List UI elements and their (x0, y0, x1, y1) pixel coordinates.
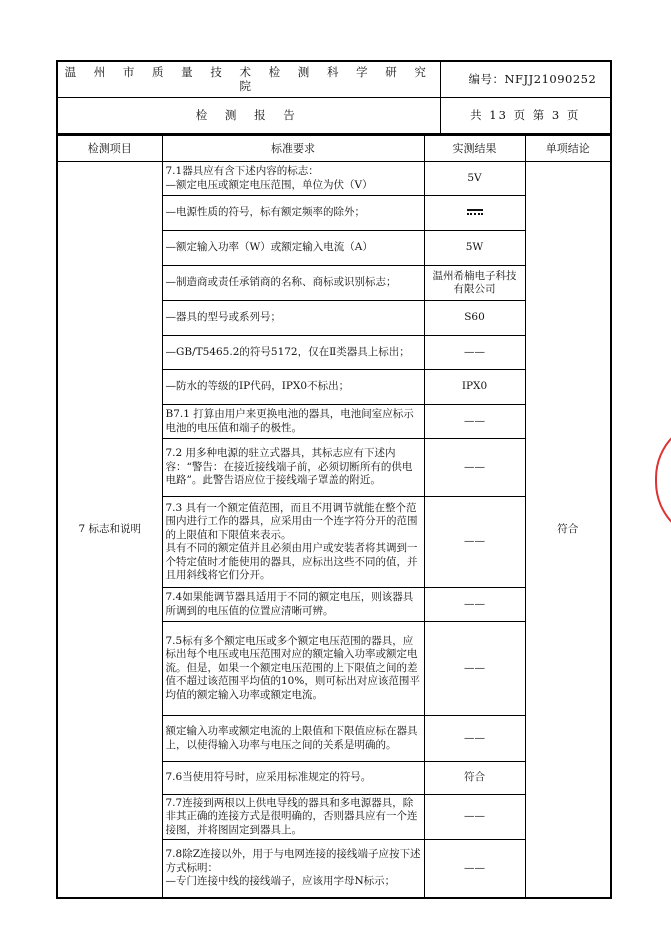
inspection-table (56, 135, 612, 899)
serial-number: 编号：NFJJ21090252 (440, 61, 611, 98)
requirement-cell: 7.1器具应有含下述内容的标志： —额定电压或额定电压范围，单位为伏（V） (162, 162, 424, 196)
result-cell: —— (424, 405, 525, 439)
requirement-cell: 7.4如果能调节器具适用于不同的额定电压，则该器具所调到的电压值的位置应清晰可辨。 (162, 588, 424, 622)
result-cell: —— (424, 336, 525, 370)
requirement-cell: —制造商或责任承销商的名称、商标或识别标志； (162, 266, 424, 301)
requirement-cell: 额定输入功率或额定电流的上限值和下限值应标在器具上，以使得输入功率与电压之间的关系是明确的。 (162, 716, 424, 762)
result-cell: 温州希楠电子科技有限公司 (424, 266, 525, 301)
col-result: 实测结果 (424, 136, 525, 162)
result-cell: —— (424, 588, 525, 622)
requirement-cell: 7.2 用多种电源的驻立式器具，其标志应有下述内容：“警告：在接近接线端子前，必须切断所有的供电电路”。此警告语应位于接线端子罩盖的附近。 (162, 439, 424, 497)
result-cell: 5W (424, 231, 525, 266)
result-cell: —— (424, 840, 525, 898)
official-stamp (655, 418, 671, 542)
col-item: 检测项目 (57, 136, 162, 162)
dc-symbol-icon (467, 208, 483, 216)
conclusion-cell: 符合 (525, 162, 611, 898)
institute-name: 温 州 市 质 量 技 术 检 测 科 学 研 究 院 (57, 61, 440, 98)
requirement-cell: 7.5标有多个额定电压或多个额定电压范围的器具，应标出每个电压或电压范围对应的额定输入功率或额定电流。但是，如果一个额定电压范围的上下限值之间的差值不超过该范围平均值的10%，则可标出对应该范围平均值的额定输入功率或额定电流。 (162, 622, 424, 716)
requirement-cell: 7.6当使用符号时，应采用标准规定的符号。 (162, 762, 424, 795)
result-cell: —— (424, 795, 525, 840)
result-cell: —— (424, 622, 525, 716)
table-header-row (57, 136, 611, 162)
result-cell: —— (424, 439, 525, 497)
requirement-cell: —防水的等级的IP代码，IPX0不标出； (162, 370, 424, 405)
requirement-cell: —器具的型号或系列号； (162, 301, 424, 336)
item-name: 7 标志和说明 (57, 162, 162, 898)
requirement-cell: —GB/T5465.2的符号5172，仅在Ⅱ类器具上标出； (162, 336, 424, 370)
requirement-cell: B7.1 打算由用户来更换电池的器具，电池间室应标示电池的电压值和端子的极性。 (162, 405, 424, 439)
requirement-cell: 7.8除Z连接以外，用于与电网连接的接线端子应按下述方式标明： —专门连接中线的接线端子，应该用字母N标示； (162, 840, 424, 898)
result-cell: —— (424, 716, 525, 762)
report-title: 检 测 报 告 (57, 98, 440, 135)
report-page (56, 60, 610, 899)
col-conclusion: 单项结论 (525, 136, 611, 162)
result-cell: S60 (424, 301, 525, 336)
requirement-cell: —电源性质的符号，标有额定频率的除外； (162, 196, 424, 231)
result-cell: IPX0 (424, 370, 525, 405)
result-cell: 符合 (424, 762, 525, 795)
result-cell: —— (424, 497, 525, 588)
page-info: 共 13 页 第 3 页 (440, 98, 611, 135)
requirement-cell: 7.3 具有一个额定值范围，而且不用调节就能在整个范围内进行工作的器具，应采用由一个连字符分开的范围的上限值和下限值来表示。 具有不同的额定值并且必须由用户或安装者将其调到一个特定值时才能使用的器具，应标出这些不同的值，并且用斜线将它们分开。 (162, 497, 424, 588)
result-cell (424, 196, 525, 231)
table-row (57, 162, 611, 196)
report-header (56, 60, 612, 135)
col-requirement: 标准要求 (162, 136, 424, 162)
requirement-cell: —额定输入功率（W）或额定输入电流（A） (162, 231, 424, 266)
requirement-cell: 7.7连接到两根以上供电导线的器具和多电源器具，除非其正确的连接方式是很明确的，否则器具应有一个连接图，并将图固定到器具上。 (162, 795, 424, 840)
result-cell: 5V (424, 162, 525, 196)
